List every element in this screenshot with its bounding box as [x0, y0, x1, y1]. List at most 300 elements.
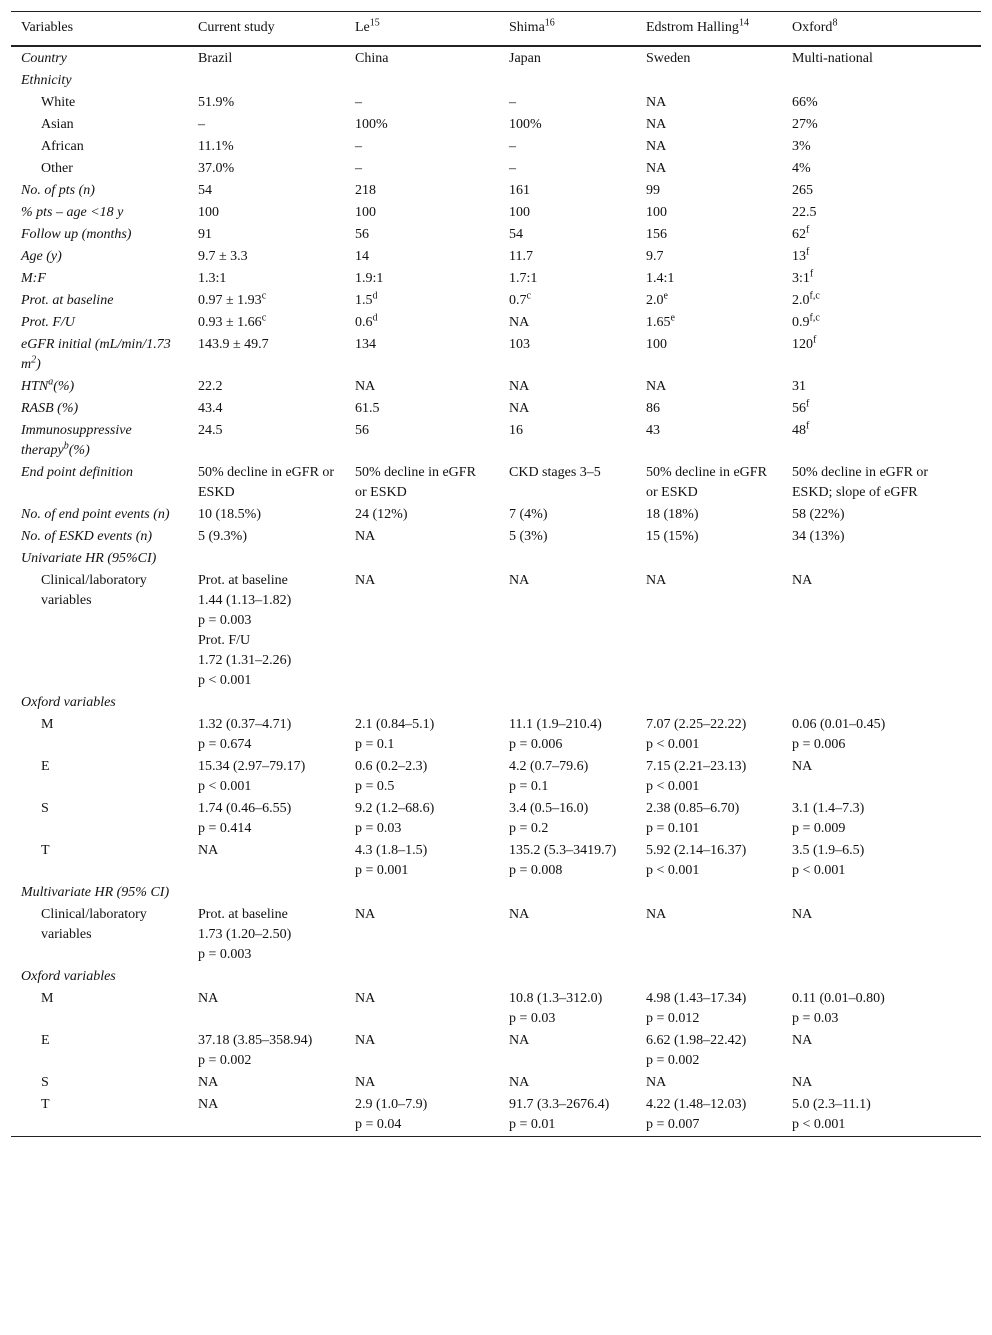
cell-line — [646, 861, 772, 881]
cell-text: p < 0.001 — [646, 779, 700, 794]
header-row — [11, 12, 981, 47]
table-cell — [499, 756, 636, 798]
cell-line — [792, 905, 971, 925]
row-label — [11, 692, 981, 714]
cell-text: 3% — [792, 139, 811, 154]
cell-line — [792, 735, 971, 755]
footnote-marker: f — [806, 420, 810, 432]
cell-text: p = 0.001 — [355, 863, 409, 878]
cell-line — [792, 1009, 971, 1029]
table-cell — [345, 756, 499, 798]
cell-text: 2.38 (0.85–6.70) — [646, 801, 740, 816]
row-label — [11, 988, 188, 1030]
cell-line — [355, 527, 489, 547]
label-text: Oxford variables — [21, 695, 116, 710]
table-cell — [636, 798, 782, 840]
table-row — [11, 798, 981, 840]
cell-line — [198, 925, 335, 945]
table-cell — [499, 46, 636, 70]
cell-line — [509, 181, 626, 201]
row-label — [11, 1094, 188, 1137]
cell-line — [198, 377, 335, 397]
cell-text: p = 0.009 — [792, 821, 846, 836]
label-text: Oxford variables — [21, 969, 116, 984]
table-cell — [636, 1072, 782, 1094]
table-row — [11, 312, 981, 334]
cell-line — [355, 225, 489, 245]
cell-line — [509, 1115, 626, 1135]
cell-text: 0.11 (0.01–0.80) — [792, 991, 885, 1006]
cell-line — [509, 115, 626, 135]
cell-line — [355, 799, 489, 819]
table-cell — [345, 290, 499, 312]
cell-text: 100% — [355, 117, 388, 132]
table-cell — [499, 398, 636, 420]
row-label — [11, 376, 188, 398]
table-cell — [782, 570, 981, 692]
cell-text: NA — [198, 1097, 219, 1112]
cell-line — [355, 93, 489, 113]
table-cell — [188, 714, 345, 756]
table-cell — [188, 1030, 345, 1072]
table-row — [11, 70, 981, 92]
cell-line — [198, 247, 335, 267]
label-text: Ethnicity — [21, 73, 72, 88]
cell-text: 100% — [509, 117, 542, 132]
cell-line — [355, 203, 489, 223]
footnote-marker: d — [372, 312, 378, 324]
cell-line — [355, 463, 489, 503]
cell-line — [198, 757, 335, 777]
cell-line — [198, 181, 335, 201]
table-cell — [188, 462, 345, 504]
cell-line — [198, 631, 335, 651]
cell-text: – — [509, 95, 516, 110]
cell-line — [646, 463, 772, 503]
table-cell — [499, 1072, 636, 1094]
footnote-marker: c — [261, 312, 267, 324]
label-text: Prot. at baseline — [21, 293, 114, 308]
cell-line — [198, 463, 338, 503]
footnote-marker: 2 — [31, 354, 37, 366]
table-row — [11, 246, 981, 268]
row-label — [11, 420, 188, 462]
table-cell — [345, 92, 499, 114]
cell-line — [792, 181, 971, 201]
cell-text: p < 0.001 — [646, 737, 700, 752]
table-row — [11, 840, 981, 882]
table-row — [11, 398, 981, 420]
cell-text: 11.7 — [509, 249, 533, 264]
cell-text: 3:1 — [792, 271, 810, 286]
cell-text: p = 0.1 — [509, 779, 549, 794]
cell-line — [355, 905, 489, 925]
cell-line — [198, 611, 335, 631]
cell-text: 91 — [198, 227, 212, 242]
table-cell — [782, 180, 981, 202]
table-row — [11, 548, 981, 570]
cell-text: 91.7 (3.3–2676.4) — [509, 1097, 610, 1112]
table-cell — [188, 570, 345, 692]
cell-text: NA — [792, 573, 813, 588]
table-cell — [188, 114, 345, 136]
cell-line — [792, 1095, 971, 1115]
cell-line — [355, 421, 489, 441]
table-cell — [188, 756, 345, 798]
cell-line — [646, 1031, 772, 1051]
cell-text: 3.1 (1.4–7.3) — [792, 801, 865, 816]
cell-line — [509, 841, 626, 861]
footnote-marker: f — [806, 224, 810, 236]
cell-line — [792, 463, 971, 503]
cell-line — [646, 1115, 772, 1135]
cell-text: 24 (12%) — [355, 507, 408, 522]
cell-text: 1.72 (1.31–2.26) — [198, 653, 292, 668]
cell-text: 4.2 (0.7–79.6) — [509, 759, 589, 774]
row-label — [11, 114, 188, 136]
table-cell — [499, 504, 636, 526]
cell-text: 0.7 — [509, 293, 527, 308]
cell-line — [646, 735, 772, 755]
cell-text: p = 0.5 — [355, 779, 395, 794]
cell-line — [792, 225, 971, 245]
table-cell — [345, 420, 499, 462]
cell-line — [509, 505, 626, 525]
table-cell — [188, 158, 345, 180]
cell-text: p = 0.674 — [198, 737, 252, 752]
row-label — [11, 570, 188, 692]
header-ref: 16 — [544, 17, 555, 29]
footnote-marker: e — [670, 312, 675, 324]
cell-line — [198, 115, 335, 135]
label-text: White — [41, 95, 76, 110]
cell-line — [509, 247, 626, 267]
cell-line — [198, 203, 335, 223]
table-cell — [636, 526, 782, 548]
cell-line — [355, 159, 489, 179]
cell-text: 100 — [509, 205, 530, 220]
footnote-marker: e — [663, 290, 668, 302]
cell-line — [646, 313, 772, 333]
table-cell — [636, 840, 782, 882]
table-cell — [499, 114, 636, 136]
row-label — [11, 504, 188, 526]
table-cell — [636, 136, 782, 158]
header-variables — [11, 12, 188, 47]
table-cell — [188, 904, 345, 966]
cell-line — [509, 399, 626, 419]
cell-text: p = 0.2 — [509, 821, 549, 836]
cell-text: 9.2 (1.2–68.6) — [355, 801, 435, 816]
cell-line — [198, 159, 335, 179]
table-cell — [345, 180, 499, 202]
table-cell — [782, 504, 981, 526]
table-cell — [188, 840, 345, 882]
table-cell — [636, 46, 782, 70]
cell-text: – — [198, 117, 205, 132]
label-text: S — [41, 1075, 49, 1090]
cell-line — [646, 93, 772, 113]
cell-line — [355, 1115, 489, 1135]
footnote-marker: f — [813, 334, 817, 346]
cell-line — [646, 421, 772, 441]
table-cell — [636, 504, 782, 526]
label-text: Age (y) — [21, 249, 62, 264]
cell-line — [646, 181, 772, 201]
cell-text: 43.4 — [198, 401, 223, 416]
cell-line — [792, 421, 971, 441]
cell-line — [198, 527, 335, 547]
cell-text: 103 — [509, 337, 530, 352]
cell-text: 0.93 ± 1.66 — [198, 315, 262, 330]
table-cell — [782, 202, 981, 224]
header-oxford — [782, 12, 981, 47]
cell-line — [792, 571, 971, 591]
cell-line — [198, 905, 335, 925]
table-cell — [499, 1030, 636, 1072]
table-cell — [345, 504, 499, 526]
cell-text: 4.22 (1.48–12.03) — [646, 1097, 747, 1112]
cell-line — [198, 819, 335, 839]
header-shima — [499, 12, 636, 47]
table-cell — [345, 714, 499, 756]
table-cell — [345, 158, 499, 180]
table-cell — [345, 904, 499, 966]
cell-text: NA — [792, 759, 813, 774]
cell-line — [646, 527, 772, 547]
cell-line — [509, 335, 626, 355]
table-cell — [782, 526, 981, 548]
label-text: S — [41, 801, 49, 816]
cell-text: NA — [646, 1075, 667, 1090]
label-text: E — [41, 1033, 50, 1048]
cell-line — [646, 505, 772, 525]
row-label — [11, 904, 188, 966]
table-cell — [188, 798, 345, 840]
cell-text: 56 — [355, 423, 369, 438]
cell-text: 7.07 (2.25–22.22) — [646, 717, 747, 732]
cell-line — [792, 115, 971, 135]
cell-text: Sweden — [646, 51, 691, 66]
cell-line — [355, 1031, 489, 1051]
label-text: Asian — [41, 117, 74, 132]
row-label — [11, 548, 981, 570]
table-cell — [782, 840, 981, 882]
cell-line — [509, 819, 626, 839]
label-text: T — [41, 843, 50, 858]
table-cell — [782, 46, 981, 70]
table-row — [11, 290, 981, 312]
table-cell — [782, 756, 981, 798]
table-cell — [345, 268, 499, 290]
table-cell — [782, 988, 981, 1030]
row-label — [11, 798, 188, 840]
label-text: E — [41, 759, 50, 774]
cell-line — [198, 313, 335, 333]
label-text: No. of pts (n) — [21, 183, 95, 198]
cell-text: p = 0.1 — [355, 737, 395, 752]
cell-line — [646, 377, 772, 397]
cell-text: 0.06 (0.01–0.45) — [792, 717, 886, 732]
cell-text: p = 0.002 — [198, 1053, 252, 1068]
cell-line — [355, 181, 489, 201]
cell-text: NA — [792, 1033, 813, 1048]
label-text: Immunosuppressive therapy — [21, 423, 132, 458]
cell-text: – — [509, 139, 516, 154]
table-cell — [782, 268, 981, 290]
cell-text: 15.34 (2.97–79.17) — [198, 759, 306, 774]
cell-line — [646, 1073, 772, 1093]
cell-line — [509, 291, 626, 311]
cell-line — [792, 335, 971, 355]
header-edstrom-halling — [636, 12, 782, 47]
cell-line — [355, 1095, 489, 1115]
cell-text: NA — [355, 1075, 376, 1090]
cell-line — [509, 1009, 626, 1029]
footnote-marker: c — [261, 290, 267, 302]
table-cell — [188, 268, 345, 290]
cell-text: 2.0 — [646, 293, 664, 308]
cell-text: NA — [509, 379, 530, 394]
table-header — [11, 12, 981, 47]
table-cell — [499, 714, 636, 756]
cell-text: NA — [509, 1033, 530, 1048]
table-cell — [345, 1072, 499, 1094]
table-row — [11, 966, 981, 988]
table-cell — [188, 1094, 345, 1137]
cell-line — [509, 159, 626, 179]
cell-line — [198, 1051, 335, 1071]
cell-line — [792, 527, 971, 547]
cell-line — [646, 49, 772, 69]
table-row — [11, 136, 981, 158]
cell-line — [355, 115, 489, 135]
cell-text: p = 0.012 — [646, 1011, 700, 1026]
table-cell — [345, 136, 499, 158]
table-cell — [188, 334, 345, 376]
row-label — [11, 840, 188, 882]
table-row — [11, 756, 981, 798]
table-cell — [499, 136, 636, 158]
table-cell — [782, 376, 981, 398]
table-cell — [499, 904, 636, 966]
cell-line — [198, 1031, 335, 1051]
cell-text: p = 0.002 — [646, 1053, 700, 1068]
cell-text: 3.4 (0.5–16.0) — [509, 801, 589, 816]
cell-line — [198, 291, 335, 311]
cell-line — [792, 377, 971, 397]
cell-text: 5.92 (2.14–16.37) — [646, 843, 747, 858]
label-text: Clinical/laboratory variables — [41, 907, 147, 942]
cell-line — [646, 757, 772, 777]
label-text: eGFR initial (mL/min/1.73 m — [21, 337, 171, 372]
cell-text: 1.9:1 — [355, 271, 384, 286]
cell-text: CKD stages 3–5 — [509, 465, 601, 480]
cell-text: 99 — [646, 183, 660, 198]
table-cell — [345, 224, 499, 246]
cell-line — [355, 715, 489, 735]
cell-text: 58 (22%) — [792, 507, 845, 522]
cell-line — [198, 269, 335, 289]
cell-text: 1.73 (1.20–2.50) — [198, 927, 292, 942]
cell-line — [646, 247, 772, 267]
cell-text: NA — [646, 907, 667, 922]
cell-text: p = 0.04 — [355, 1117, 402, 1132]
table-cell — [499, 420, 636, 462]
cell-line — [646, 159, 772, 179]
cell-line — [792, 203, 971, 223]
table-row — [11, 46, 981, 70]
cell-text: 100 — [355, 205, 376, 220]
cell-text: 56 — [355, 227, 369, 242]
table-cell — [188, 526, 345, 548]
cell-text: 43 — [646, 423, 660, 438]
cell-text: 4.98 (1.43–17.34) — [646, 991, 747, 1006]
table-row — [11, 180, 981, 202]
table-cell — [499, 92, 636, 114]
cell-line — [509, 571, 626, 591]
table-cell — [636, 334, 782, 376]
table-cell — [499, 312, 636, 334]
table-cell — [345, 46, 499, 70]
cell-line — [355, 269, 489, 289]
table-row — [11, 988, 981, 1030]
cell-text: 48 — [792, 423, 806, 438]
cell-text: 1.5 — [355, 293, 373, 308]
label-text: RASB (%) — [21, 401, 79, 416]
cell-line — [198, 399, 335, 419]
cell-line — [355, 841, 489, 861]
cell-line — [792, 715, 971, 735]
cell-text: p = 0.03 — [355, 821, 402, 836]
label-text: HTN — [21, 379, 49, 394]
cell-line — [198, 841, 335, 861]
row-label — [11, 136, 188, 158]
row-label — [11, 268, 188, 290]
table-cell — [188, 988, 345, 1030]
cell-text: 27% — [792, 117, 818, 132]
table-row — [11, 202, 981, 224]
table-cell — [188, 46, 345, 70]
cell-line — [792, 819, 971, 839]
cell-line — [792, 989, 971, 1009]
table-cell — [782, 158, 981, 180]
label-text: Country — [21, 51, 67, 66]
row-label — [11, 462, 188, 504]
table-cell — [345, 526, 499, 548]
cell-text: NA — [355, 991, 376, 1006]
cell-text: 56 — [792, 401, 806, 416]
footnote-marker: f,c — [809, 312, 820, 324]
table-cell — [636, 114, 782, 136]
cell-text: p = 0.003 — [198, 947, 252, 962]
table-cell — [345, 840, 499, 882]
table-row — [11, 526, 981, 548]
table-cell — [636, 376, 782, 398]
cell-text: 100 — [198, 205, 219, 220]
cell-line — [355, 1073, 489, 1093]
header-text: Variables — [21, 20, 74, 35]
cell-line — [646, 225, 772, 245]
table-cell — [782, 798, 981, 840]
cell-line — [355, 335, 489, 355]
cell-text: p < 0.001 — [792, 863, 846, 878]
table-cell — [782, 92, 981, 114]
footnote-marker: b — [63, 440, 69, 452]
label-text: M — [41, 991, 54, 1006]
cell-text: 50% decline in eGFR or ESKD; slope of eGFR — [792, 465, 932, 500]
table-cell — [188, 202, 345, 224]
